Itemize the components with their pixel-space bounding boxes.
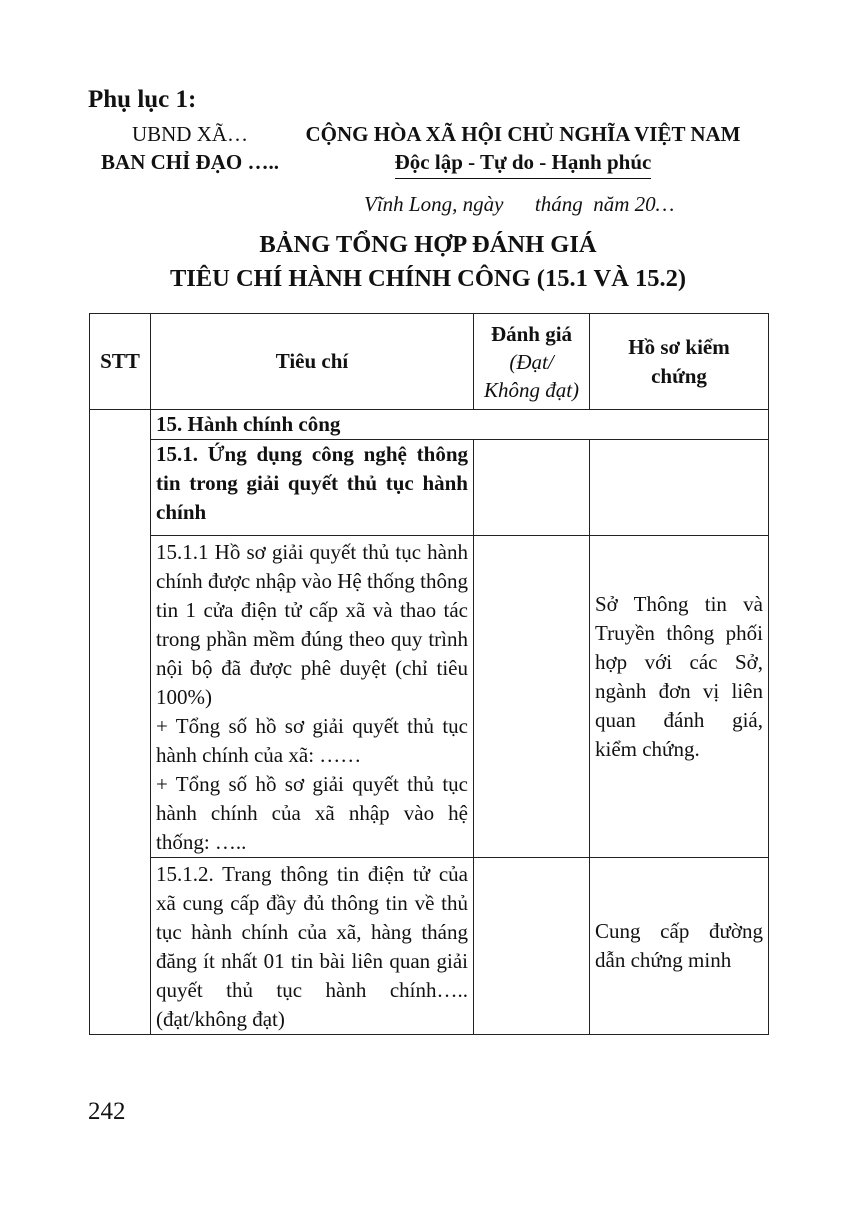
authority-commune: UBND XÃ… bbox=[131, 122, 249, 146]
header-evaluation bbox=[474, 314, 590, 410]
criteria-15-1-1-text: 15.1.1 Hồ sơ giải quyết thủ tục hành chính được nhập vào Hệ thống thông tin 1 cửa điện tử cấp xã và thao tác trong phần mềm đúng theo quy trình nội bộ đã được phê duyệt (chỉ tiêu 100%) bbox=[156, 540, 468, 709]
title-line-1: BẢNG TỔNG HỢP ĐÁNH GIÁ bbox=[259, 231, 597, 258]
page-number: 242 bbox=[88, 1098, 126, 1125]
criteria-15-1: 15.1. Ứng dụng công nghệ thông tin trong giải quyết thủ tục hành chính bbox=[151, 440, 474, 536]
evidence-cell bbox=[590, 440, 769, 536]
place-date: Vĩnh Long, ngày tháng năm 20… bbox=[364, 192, 675, 216]
national-header bbox=[300, 120, 746, 179]
evidence-15-1-1: Sở Thông tin và Truyền thông phối hợp với các Sở, ngành đơn vị liên quan đánh giá, kiểm chứng. bbox=[590, 536, 769, 858]
header-evaluation-options: (Đạt/ Không đạt) bbox=[483, 349, 580, 402]
criteria-15-1-1 bbox=[151, 536, 474, 858]
header-evaluation-label: Đánh giá bbox=[490, 321, 573, 346]
stt-cell bbox=[90, 410, 151, 1035]
criteria-15-1-1-total: + Tổng số hồ sơ giải quyết thủ tục hành chính của xã: …… bbox=[156, 714, 468, 767]
evaluation-cell bbox=[474, 440, 590, 536]
evaluation-cell bbox=[474, 858, 590, 1035]
authority-committee: BAN CHỈ ĐẠO ….. bbox=[101, 150, 279, 174]
evaluation-cell bbox=[474, 536, 590, 858]
assessment-table bbox=[89, 313, 769, 1035]
criteria-15-1-1-entered: + Tổng số hồ sơ giải quyết thủ tục hành chính của xã nhập vào hệ thống: ….. bbox=[156, 772, 468, 854]
national-title: CỘNG HÒA XÃ HỘI CHỦ NGHĨA VIỆT NAM bbox=[305, 122, 741, 146]
header-evidence: Hồ sơ kiểm chứng bbox=[590, 314, 769, 410]
criteria-15-1-2: 15.1.2. Trang thông tin điện tử của xã cung cấp đầy đủ thông tin về thủ tục hành chính của xã, hàng tháng đăng ít nhất 01 tin bài liên quan giải quyết thủ tục hành chính….. (đạt/không đạt) bbox=[151, 858, 474, 1035]
evidence-15-1-2: Cung cấp đường dẫn chứng minh bbox=[590, 858, 769, 1035]
section-title: 15. Hành chính công bbox=[151, 410, 769, 440]
header-stt: STT bbox=[90, 314, 151, 410]
issuing-authority bbox=[90, 120, 290, 176]
title-line-2: TIÊU CHÍ HÀNH CHÍNH CÔNG (15.1 VÀ 15.2) bbox=[169, 265, 687, 292]
appendix-label: Phụ lục 1: bbox=[88, 86, 197, 113]
document-title bbox=[88, 228, 768, 296]
national-motto: Độc lập - Tự do - Hạnh phúc bbox=[395, 148, 652, 179]
header-criteria: Tiêu chí bbox=[151, 314, 474, 410]
